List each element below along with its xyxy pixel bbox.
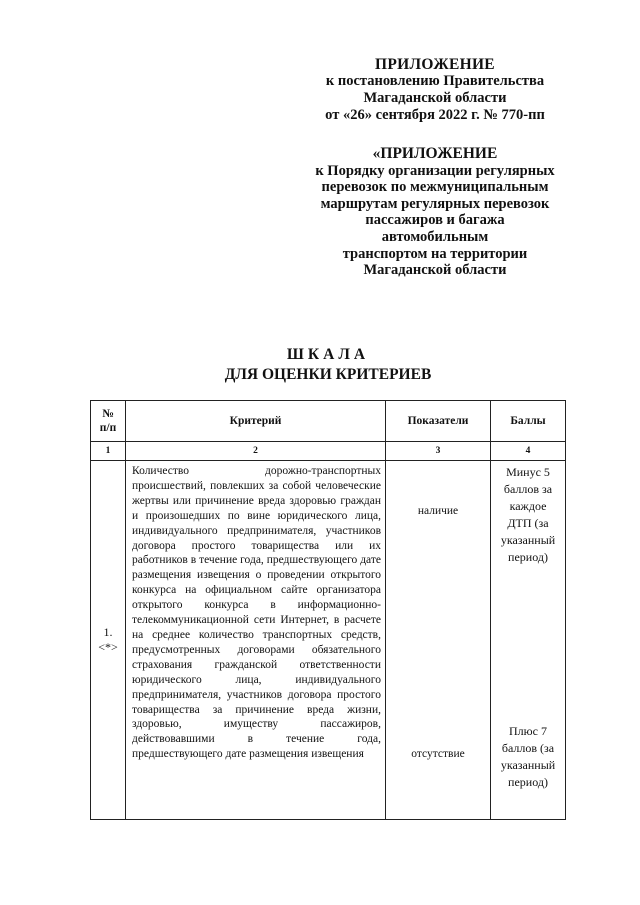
header-points: Баллы xyxy=(491,401,566,442)
points-bonus-line: период) xyxy=(508,775,548,789)
appendix-line-1: к постановлению Правительства xyxy=(325,73,545,89)
indicators-cell xyxy=(386,461,491,820)
row-number: 1. xyxy=(103,625,113,639)
indicator-presence: наличие xyxy=(417,505,459,517)
points-penalty-line: баллов за xyxy=(503,482,553,496)
inner-appendix-line: автомобильным xyxy=(381,228,489,245)
indicator-absence: отсутствие xyxy=(411,748,465,760)
points-bonus-line: Плюс 7 xyxy=(509,724,547,738)
appendix-line-3: от «26» сентября 2022 г. № 770-пп xyxy=(325,107,545,123)
inner-appendix-line: Магаданской области xyxy=(363,262,507,279)
points-penalty-line: указанный xyxy=(500,533,556,547)
points-cell xyxy=(491,461,566,820)
header-number-line-1: № xyxy=(102,408,114,420)
inner-appendix-header xyxy=(300,146,570,279)
index-cell: 2 xyxy=(126,442,386,461)
table-row xyxy=(91,461,566,820)
points-penalty-line: период) xyxy=(508,550,548,564)
appendix-title: ПРИЛОЖЕНИЕ xyxy=(375,56,495,73)
points-bonus xyxy=(491,723,565,791)
inner-appendix-line: транспортом на территории xyxy=(342,245,528,262)
index-cell: 3 xyxy=(386,442,491,461)
points-penalty xyxy=(491,464,565,566)
index-cell: 4 xyxy=(491,442,566,461)
appendix-header xyxy=(300,56,570,124)
inner-appendix-line: пассажиров и багажа xyxy=(365,212,505,229)
criteria-table xyxy=(90,400,566,820)
points-penalty-line: Минус 5 xyxy=(506,465,550,479)
criterion-text: Количество дорожно-транспортных происшествий, повлекших за собой человеческие жертвы или причинение вреда здоровью граждан и произошедших по вине юридического лица, индивидуального предпринимателя, участников договора простого товарищества или их работников в течение года, предшествующего дате размещения извещения о проведении открытого конкурса на официальном сайте организатора открытого конкурса в информационно-телекоммуникационной сети Интернет, в расчете на среднее количество транспортных средств, предусмотренных договорами обязательного страхования гражданской ответственности юридического лица, индивидуального предпринимателя, участников договора простого товарищества за причинение вреда жизни, здоровью, имуществу пассажиров, действовавшими в течение года, предшествующего дате размещения извещения xyxy=(126,461,386,820)
inner-appendix-title: «ПРИЛОЖЕНИЕ xyxy=(372,145,498,162)
points-bonus-line: указанный xyxy=(500,758,556,772)
scale-title-line-2: ДЛЯ ОЦЕНКИ КРИТЕРИЕВ xyxy=(224,366,432,383)
row-footnote-mark: <*> xyxy=(98,640,118,654)
header-number-line-2: п/п xyxy=(99,422,117,434)
inner-appendix-line: перевозок по межмуниципальным xyxy=(321,179,549,196)
header-indicators: Показатели xyxy=(386,401,491,442)
points-penalty-line: ДТП (за xyxy=(507,516,549,530)
header-number xyxy=(91,401,126,442)
header-criterion: Критерий xyxy=(126,401,386,442)
inner-appendix-line: маршрутам регулярных перевозок xyxy=(320,195,550,212)
table-header-row xyxy=(91,401,566,442)
scale-title-line-1: ШКАЛА xyxy=(286,346,370,363)
appendix-line-2: Магаданской области xyxy=(363,90,507,106)
table-index-row xyxy=(91,442,566,461)
row-number-cell xyxy=(91,461,126,820)
points-penalty-line: каждое xyxy=(509,499,547,513)
points-bonus-line: баллов (за xyxy=(501,741,555,755)
index-cell: 1 xyxy=(91,442,126,461)
inner-appendix-line: к Порядку организации регулярных xyxy=(315,162,555,179)
scale-title xyxy=(0,345,640,385)
